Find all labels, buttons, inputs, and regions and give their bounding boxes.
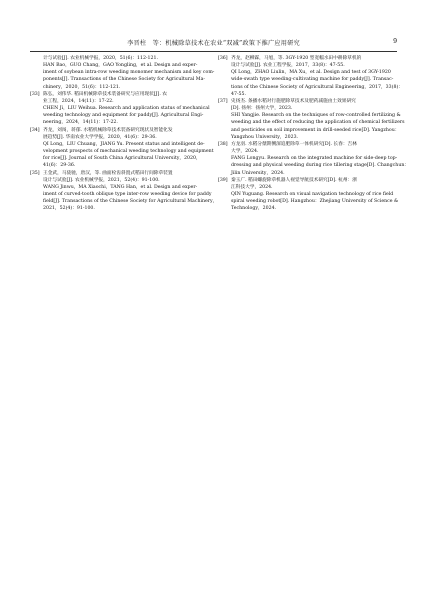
reference-line: WANG Jinwu，MA Xiaochi，TANG Han，et al. Design and exper- bbox=[43, 184, 198, 190]
reference-line: iment of soybean intra-row weeding monomer mechanism and key com- bbox=[43, 70, 215, 76]
reference-line: 47-55. bbox=[231, 91, 247, 97]
reference-entry bbox=[218, 98, 405, 141]
reference-line: Jilin University，2024. bbox=[231, 170, 285, 176]
reference-entry bbox=[30, 170, 218, 213]
running-title: 李晋柱 等：机械除草技术在农业“双减”政策下推广应用研究 bbox=[127, 40, 300, 47]
reference-line: field[J]. Transactions of the Chinese Society for Agricultural Machinery， bbox=[43, 199, 218, 205]
reference-line: 41(6)：29-36. bbox=[43, 163, 76, 169]
reference-number: [34] bbox=[30, 127, 40, 133]
reference-line: tions of the Chinese Society of Agricultural Engineering，2017，33(8)： bbox=[231, 84, 403, 90]
header-rule bbox=[30, 51, 397, 52]
reference-number: [35] bbox=[30, 170, 40, 176]
reference-line: 齐龙，赵柳霖，马旭，等. 3GY-1920 型宽幅水田中耕除草机的 bbox=[231, 56, 362, 61]
reference-line: SHI Yangjie. Research on the techniques of row-controlled fertilizing & bbox=[231, 113, 401, 119]
reference-line: wide-swath type weeding-cultivating machine for paddy[J]. Transac- bbox=[231, 77, 394, 83]
reference-number: [36] bbox=[218, 56, 228, 61]
reference-entry bbox=[30, 127, 214, 170]
reference-list-left-column bbox=[30, 55, 218, 212]
reference-entry bbox=[218, 177, 399, 213]
reference-line: weeding technology and equipment for paddy[J]. Agricultural Engi- bbox=[43, 113, 204, 119]
reference-line: 设计与试验[J]. 农业工程学报，2017，33(8)：47-55. bbox=[231, 63, 345, 69]
reference-line: iment of curved-tooth oblique type inter-row weeding device for paddy bbox=[43, 191, 212, 197]
page-number: 9 bbox=[393, 38, 397, 45]
reference-line: 陈弘，刘伟华. 稻田机械除草技术装备研究与应用现状[J]. 农 bbox=[43, 91, 167, 97]
reference-line: for rice[J]. Journal of South China Agricultural University，2020， bbox=[43, 156, 201, 162]
reference-line: HAN Bao，GUO Chang，GAO Yongling，et al. Design and exper- bbox=[43, 63, 198, 69]
reference-line: Yangzhou University，2023. bbox=[231, 134, 299, 140]
reference-line: 2021，52(4)：91-100. bbox=[43, 206, 95, 212]
running-header bbox=[30, 38, 397, 50]
reference-line: chinery，2020，51(6)：112-121. bbox=[43, 84, 121, 90]
reference-line: 江科技大学，2024. bbox=[231, 184, 273, 190]
reference-line: dressing and physical weeding during rice tillering stage[D]. Changchun： bbox=[231, 163, 410, 169]
reference-line: 展趋势[J]. 华南农业大学学报，2020，41(6)：29-36. bbox=[43, 134, 157, 140]
reference-line: CHEN Ji，LIU Weihua. Research and application status of mechanical bbox=[43, 106, 210, 112]
reference-line: FANG Longyu. Research on the integrated machine for side-deep top- bbox=[231, 156, 398, 162]
reference-list-right-column bbox=[218, 55, 410, 212]
reference-line: QI Long，LIU Chuang，JIANG Yu. Present status and intelligent de- bbox=[43, 141, 205, 147]
reference-line: Technology，2024. bbox=[231, 206, 277, 212]
reference-entry bbox=[30, 55, 215, 91]
reference-line: velopment prospects of mechanical weeding technology and equipment bbox=[43, 149, 214, 155]
reference-number: [39] bbox=[218, 177, 228, 183]
reference-line: and pesticides on soil improvement in drill-seeded rice[D]. Yangzhou： bbox=[231, 127, 400, 133]
reference-line: spiral weeding robot[D]. Hangzhou：Zhejiang University of Science & bbox=[231, 199, 399, 205]
reference-line: [D]. 扬州：扬州大学，2023. bbox=[231, 106, 293, 112]
reference-line: 设计与试验[J]. 农业机械学报，2021，52(4)：91-100. bbox=[43, 177, 160, 183]
reference-number: [33] bbox=[30, 91, 40, 97]
reference-number: [38] bbox=[218, 141, 228, 147]
reference-line: 方龙羽. 水稻分蘖期侧深追肥除草一体机研究[D]. 长春：吉林 bbox=[231, 141, 357, 147]
reference-line: 大学，2024. bbox=[231, 149, 259, 155]
reference-line: 齐龙，刘闯，蒋郁. 水稻机械除草技术装备研究现状及智能化发 bbox=[43, 127, 173, 133]
reference-line: ponents[J]. Transactions of the Chinese Society for Agricultural Ma- bbox=[43, 77, 205, 83]
reference-line: 秦玉广. 稻田螺旋除草机器人视觉导航技术研究[D]. 杭州：浙 bbox=[231, 177, 357, 183]
reference-entry bbox=[218, 141, 410, 177]
reference-line: QIN Yuguang. Research on visual navigation technology of rice field bbox=[231, 191, 394, 197]
reference-line: neering，2024，14(11)：17-22. bbox=[43, 120, 118, 126]
reference-line: 计与试验[J]. 农业机械学报，2020，51(6)：112-121. bbox=[43, 56, 158, 61]
reference-entry bbox=[218, 55, 403, 98]
reference-line: 业工程，2024，14(11)：17-22. bbox=[43, 98, 114, 104]
reference-line: weeding and the effect of reducing the application of chemical fertilizers bbox=[231, 120, 405, 126]
reference-line: QI Long，ZHAO Liulin，MA Xu，et al. Design and test of 3GY-1920 bbox=[231, 70, 391, 76]
reference-line: 王金武，马骁驰，唐汉，等. 曲面栓齿斜置式稻田行间除草装置 bbox=[43, 170, 173, 176]
reference-number: [37] bbox=[218, 98, 228, 104]
reference-entry bbox=[30, 91, 208, 127]
reference-line: 史扬杰. 条播水稻对行施肥除草技术及肥药减施由土效果研究 bbox=[231, 98, 356, 104]
